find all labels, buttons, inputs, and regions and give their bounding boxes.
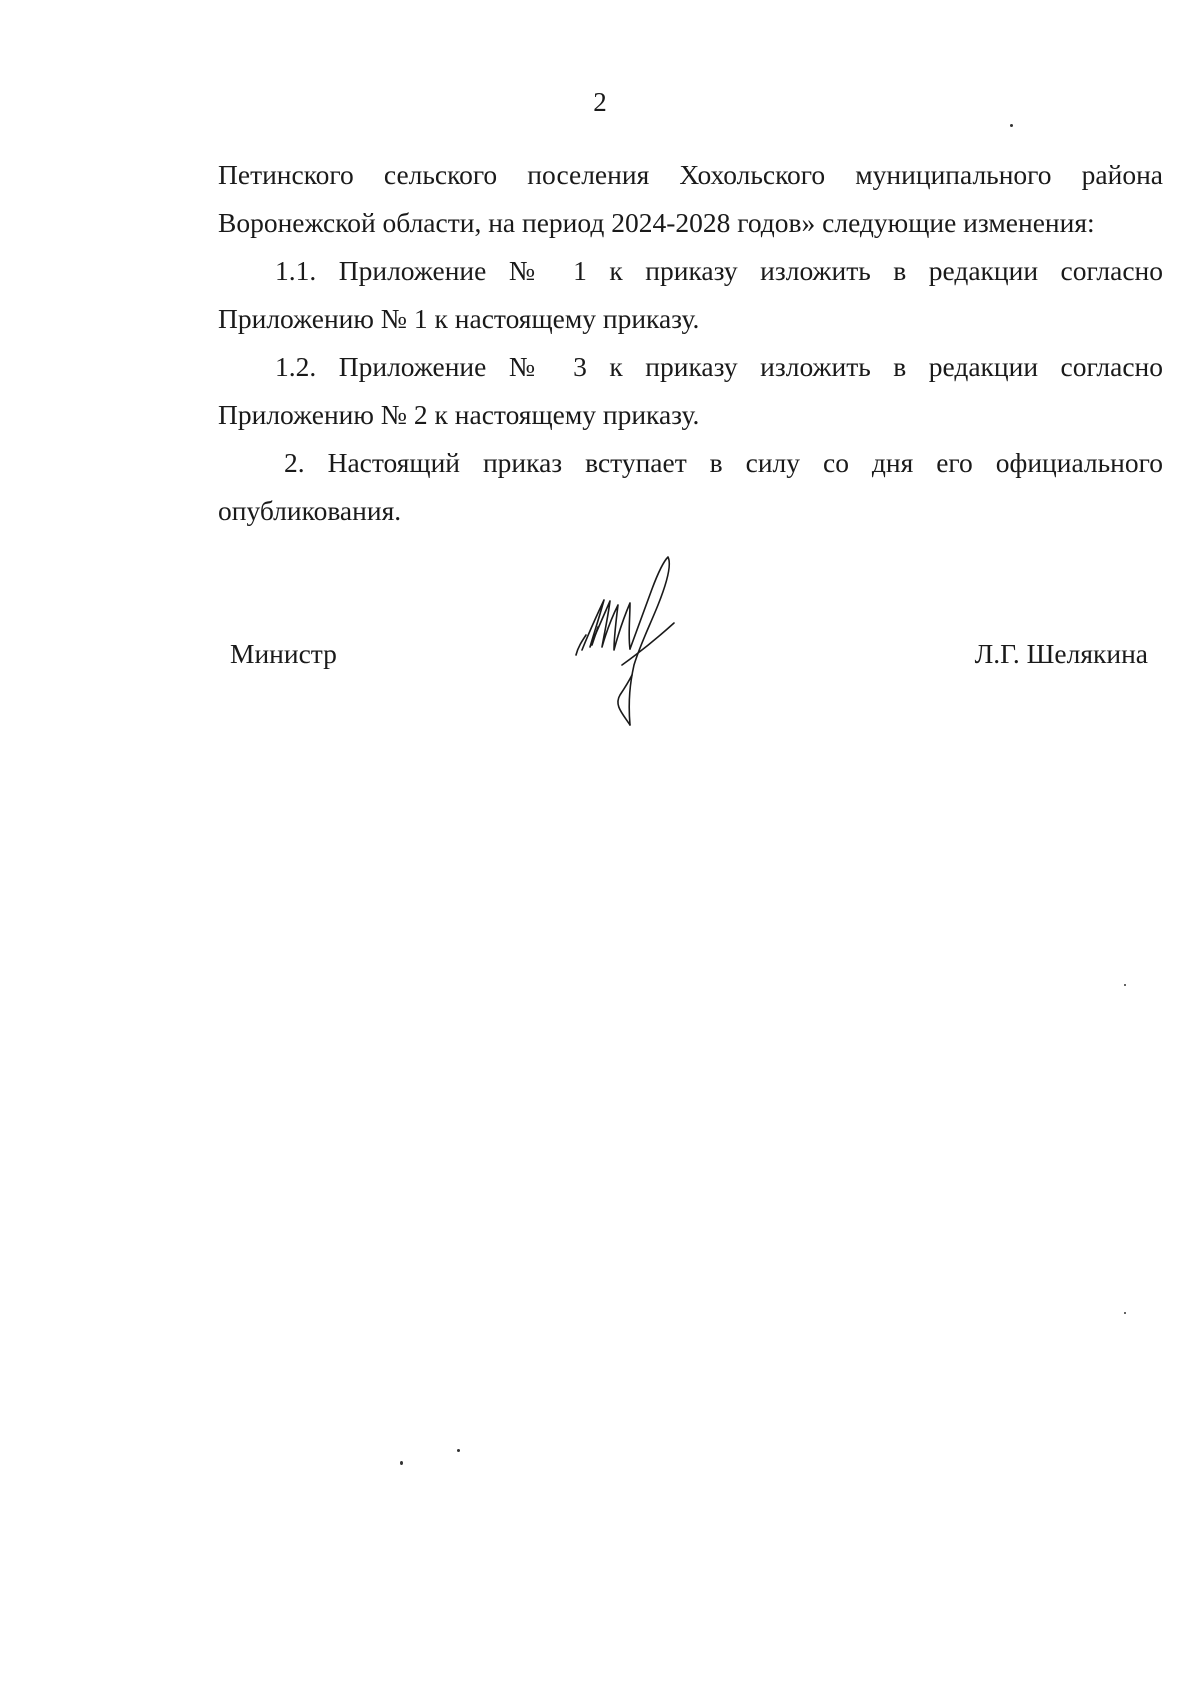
signer-position: Министр: [230, 638, 337, 669]
page-number: 2: [593, 87, 607, 117]
scan-speck: [1124, 984, 1126, 986]
paragraph-continuation: Петинского сельского поселения Хохольского муниципального района Воронежской области, на период 2024-2028 годов» следующие изменения:: [218, 159, 1163, 238]
scan-speck: [400, 1461, 403, 1465]
scan-speck: [1010, 124, 1013, 127]
document-body: [218, 151, 1163, 535]
paragraph-item-1-2: 1.2. Приложение № 3 к приказу изложить в редакции согласно Приложению № 2 к настоящему приказу.: [218, 351, 1163, 430]
signer-name: Л.Г. Шелякина: [974, 638, 1148, 669]
paragraph-item-2: 2. Настоящий приказ вступает в силу со дня его официального опубликования.: [218, 447, 1163, 526]
handwritten-signature: [570, 555, 700, 740]
scan-speck: [1124, 1312, 1126, 1314]
paragraph-item-1-1: 1.1. Приложение № 1 к приказу изложить в редакции согласно Приложению № 1 к настоящему приказу.: [218, 255, 1163, 334]
scan-speck: [457, 1449, 460, 1452]
